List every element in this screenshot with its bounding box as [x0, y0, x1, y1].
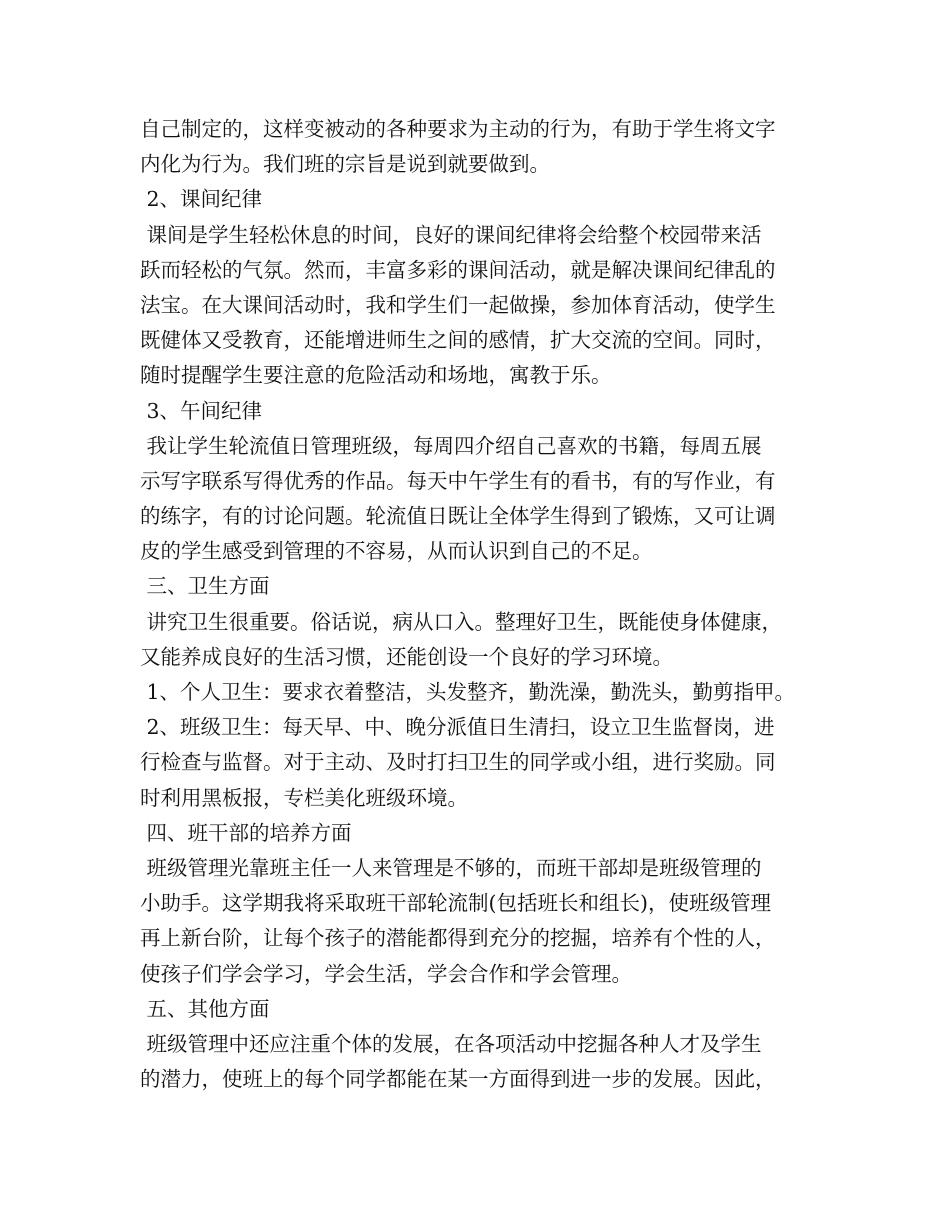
- section-heading: 3、午间纪律: [140, 398, 263, 423]
- text-line: 内化为行为。我们班的宗旨是说到就要做到。: [140, 152, 550, 177]
- text-line: 既健体又受教育，还能增进师生之间的感情，扩大交流的空间。同时，: [140, 328, 776, 353]
- text-line: 使孩子们学会学习，学会生活，学会合作和学会管理。: [140, 961, 632, 986]
- section-heading: 四、班干部的培养方面: [140, 820, 352, 845]
- body-text: [140, 112, 840, 1097]
- text-line: 随时提醒学生要注意的危险活动和场地，寓教于乐。: [140, 363, 612, 388]
- text-line: 我让学生轮流值日管理班级，每周四介绍自己喜欢的书籍，每周五展: [140, 433, 762, 458]
- text-line: 自己制定的，这样变被动的各种要求为主动的行为，有助于学生将文字: [140, 117, 776, 141]
- text-line: 课间是学生轻松休息的时间，良好的课间纪律将会给整个校园带来活: [140, 222, 762, 247]
- text-line: 时利用黑板报，专栏美化班级环境。: [140, 785, 468, 810]
- text-line: 法宝。在大课间活动时，我和学生们一起做操，参加体育活动，使学生: [140, 292, 776, 317]
- text-line: 2、班级卫生：每天早、中、晚分派值日生清扫，设立卫生监督岗，进: [140, 715, 775, 740]
- text-line: 班级管理中还应注重个体的发展，在各项活动中挖掘各种人才及学生: [140, 1031, 762, 1056]
- text-line: 讲究卫生很重要。俗话说，病从口入。整理好卫生，既能使身体健康，: [140, 609, 783, 634]
- text-line: 班级管理光靠班主任一人来管理是不够的，而班干部却是班级管理的: [140, 855, 762, 880]
- text-line: 跃而轻松的气氛。然而，丰富多彩的课间活动，就是解决课间纪律乱的: [140, 257, 776, 282]
- text-line: 又能养成良好的生活习惯，还能创设一个良好的学习环境。: [140, 644, 673, 669]
- text-line: 的练字，有的讨论问题。轮流值日既让全体学生得到了锻炼，又可让调: [140, 504, 776, 529]
- text-line: 示写字联系写得优秀的作品。每天中午学生有的看书，有的写作业，有: [140, 468, 776, 493]
- section-heading: 2、课间纪律: [140, 187, 263, 212]
- text-line: 1、个人卫生：要求衣着整洁，头发整齐，勤洗澡，勤洗头，勤剪指甲。: [140, 680, 796, 704]
- text-line: 行检查与监督。对于主动、及时打扫卫生的同学或小组，进行奖励。同: [140, 750, 776, 775]
- text-line: 皮的学生感受到管理的不容易，从而认识到自己的不足。: [140, 539, 653, 564]
- text-line: 小助手。这学期我将采取班干部轮流制(包括班长和组长)，使班级管理: [140, 891, 771, 916]
- text-line: 再上新台阶，让每个孩子的潜能都得到充分的挖掘，培养有个性的人，: [140, 926, 776, 951]
- section-heading: 三、卫生方面: [140, 574, 270, 599]
- text-line: 的潜力，使班上的每个同学都能在某一方面得到进一步的发展。因此，: [140, 1067, 776, 1092]
- section-heading: 五、其他方面: [140, 996, 270, 1021]
